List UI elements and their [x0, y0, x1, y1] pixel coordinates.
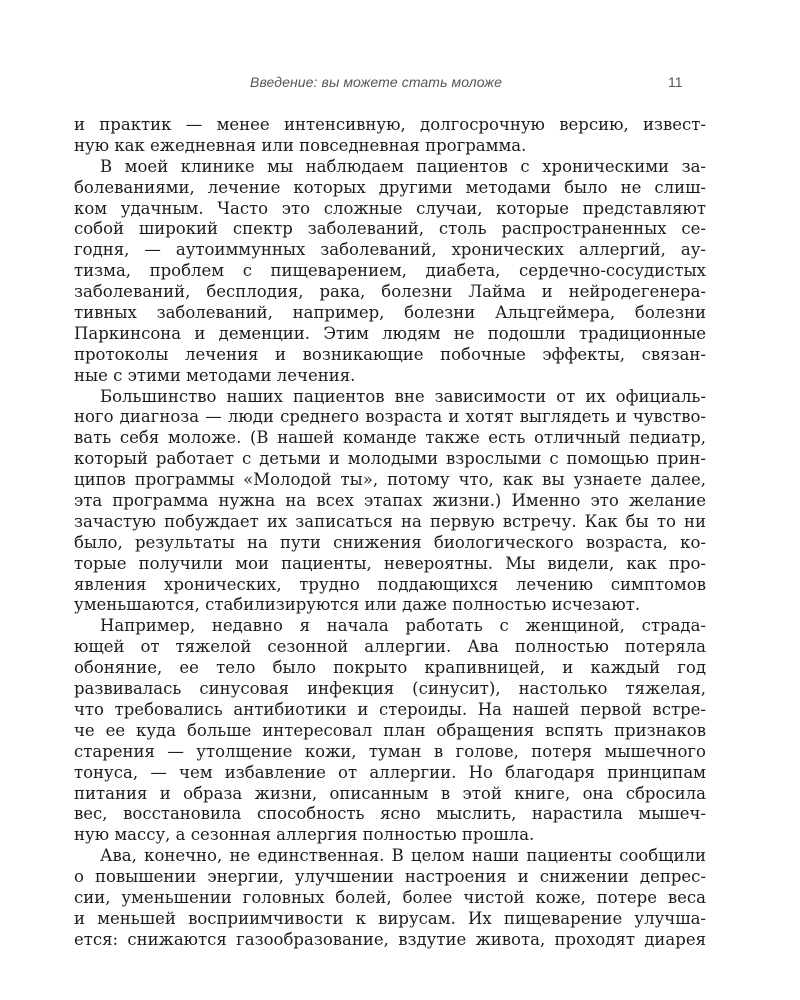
text-line: ющей от тяжелой сезонной аллергии. Ава полностью потеряла — [74, 637, 706, 657]
text-line: ципов программы «Молодой ты», потому что, как вы узнаете далее, — [74, 470, 706, 490]
text-line: о повышении энергии, улучшении настроения и снижении депрес- — [74, 867, 706, 887]
text-line: вать себя моложе. (В нашей команде также есть отличный педиатр, — [74, 428, 706, 448]
text-line: ную массу, а сезонная аллергия полностью прошла. — [74, 825, 535, 845]
text-line: Большинство наших пациентов вне зависимости от их официаль- — [100, 386, 706, 406]
text-line: зачастую побуждает их записаться на первую встречу. Как бы то ни — [74, 511, 706, 531]
text-line: сии, уменьшении головных болей, более чистой коже, потере веса — [74, 887, 706, 907]
text-line: уменьшаются, стабилизируются или даже полностью исчезают. — [74, 595, 641, 615]
text-line: годня, — аутоиммунных заболеваний, хронических аллергий, ау- — [74, 240, 706, 260]
text-line: Ава, конечно, не единственная. В целом наши пациенты сообщили — [100, 846, 706, 866]
text-line: собой широкий спектр заболеваний, столь распространенных се- — [74, 219, 706, 239]
text-line: который работает с детьми и молодыми взрослыми с помощью прин- — [74, 449, 706, 469]
text-line: болеваниями, лечение которых другими методами было не слиш- — [74, 177, 706, 197]
text-line: ные с этими методами лечения. — [74, 365, 356, 385]
text-line: и практик — менее интенсивную, долгосрочную версию, извест- — [74, 115, 706, 134]
text-line: тизма, проблем с пищеварением, диабета, сердечно-сосудистых — [74, 261, 706, 281]
running-head-title: Введение: вы можете стать моложе — [250, 74, 502, 90]
text-line: заболеваний, бесплодия, рака, болезни Лайма и нейродегенера- — [74, 282, 706, 302]
text-line: протоколы лечения и возникающие побочные эффекты, связан- — [74, 344, 706, 364]
text-line: явления хронических, трудно поддающихся лечению симптомов — [74, 574, 706, 594]
text-line: старения — утолщение кожи, туман в голове, потеря мышечного — [74, 741, 706, 761]
text-line: питания и образа жизни, описанным в этой книге, она сбросила — [74, 783, 706, 803]
text-line: вес, восстановила способность ясно мыслить, нарастила мышеч- — [74, 804, 706, 824]
text-line: ную как ежедневная или повседневная программа. — [74, 135, 527, 155]
text-line: че ее куда больше интересовал план обращения вспять признаков — [74, 720, 706, 740]
body-text — [74, 115, 706, 951]
text-line: развивалась синусовая инфекция (синусит), настолько тяжелая, — [74, 679, 706, 699]
text-line: ком удачным. Часто это сложные случаи, которые представляют — [74, 198, 706, 218]
page-number: 11 — [668, 74, 683, 90]
text-line: и меньшей восприимчивости к вирусам. Их пищеварение улучша- — [74, 908, 706, 928]
text-line: Паркинсона и деменции. Этим людям не подошли традиционные — [74, 323, 706, 343]
text-line: было, результаты на пути снижения биологического возраста, ко- — [74, 532, 706, 552]
text-line: тивных заболеваний, например, болезни Альцгеймера, болезни — [74, 303, 706, 323]
text-line: эта программа нужна на всех этапах жизни.) Именно это желание — [74, 491, 706, 511]
text-line: ется: снижаются газообразование, вздутие живота, проходят диарея — [74, 929, 706, 949]
text-line: ного диагноза — люди среднего возраста и хотят выглядеть и чувство- — [74, 407, 706, 427]
text-line: В моей клинике мы наблюдаем пациентов с хроническими за- — [100, 156, 706, 176]
text-line: что требовались антибиотики и стероиды. На нашей первой встре- — [74, 699, 706, 719]
text-line: обоняние, ее тело было покрыто крапивницей, и каждый год — [74, 658, 706, 678]
text-line: тонуса, — чем избавление от аллергии. Но благодаря принципам — [74, 762, 706, 782]
text-line: Например, недавно я начала работать с женщиной, страда- — [100, 616, 706, 636]
text-line: торые получили мои пациенты, невероятны. Мы видели, как про- — [74, 553, 706, 573]
